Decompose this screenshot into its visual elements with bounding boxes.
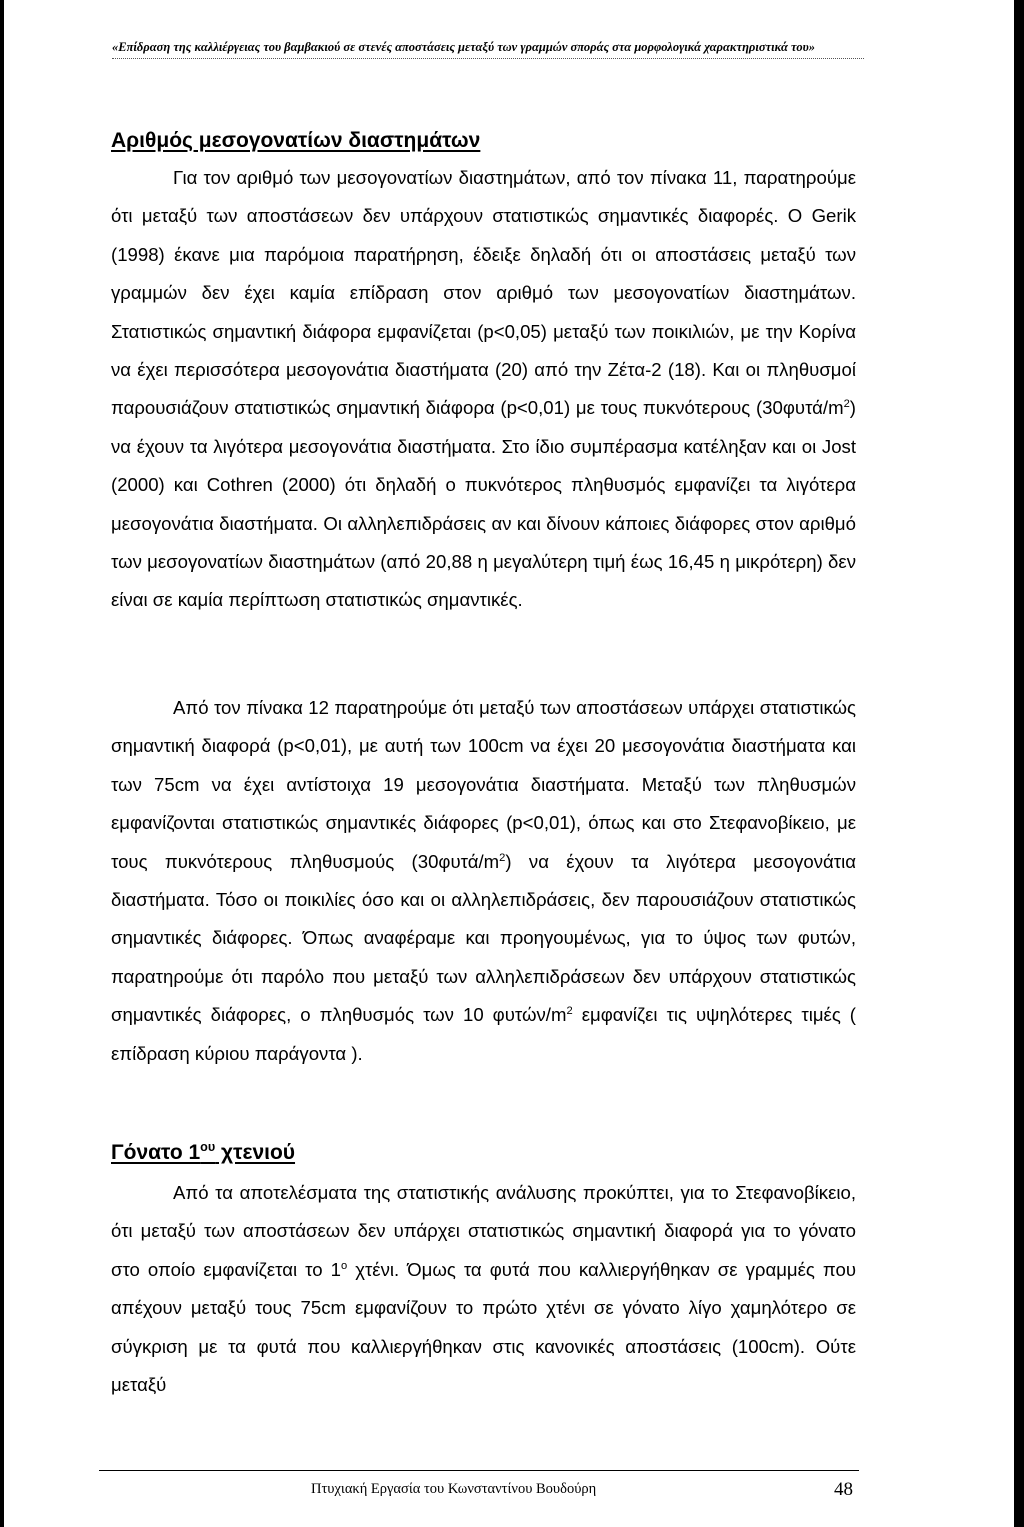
superscript: 2 [843, 398, 850, 411]
footer-text: Πτυχιακή Εργασία του Κωνσταντίνου Βουδούρη [311, 1481, 597, 1497]
paragraph-text: εμφανίζει τις υψηλότερες τιμές ( επίδραση κύριου παράγοντα ). [111, 1004, 856, 1064]
footer-rule [99, 1470, 859, 1471]
paragraph-text: Για τον αριθμό των μεσογονατίων διαστημάτων, από τον πίνακα 11, παρατηρούμε ότι μεταξύ των αποστάσεων δεν υπάρχουν στατιστικώς σημαντικές διαφορές. Ο Gerik (1998) έκανε μια παρόμοια παρατήρηση, έδειξε δηλαδή ότι οι αποστάσεις μεταξύ των γραμμών δεν έχει καμία επίδραση στον αριθμό των μεσογονατίων διαστημάτων. Στατιστικώς σημαντική διάφορα εμφανίζεται (p<0,05) μεταξύ των ποικιλιών, με την Κορίνα να έχει περισσότερα μεσογονάτια διαστήματα (20) από την Ζέτα-2 (18). Και οι πληθυσμοί παρουσιάζουν στατιστικώς σημαντική διάφορα (p<0,01) με τους πυκνότερους (30φυτά/m [111, 167, 856, 419]
paragraph-text: ) να έχουν τα λιγότερα μεσογονάτια διαστήματα. Τόσο οι ποικιλίες όσο και οι αλληλεπιδράσεις, δεν παρουσιάζουν στατιστικώς σημαντικές διάφορες. Όπως αναφέραμε και προηγουμένως, για το ύψος των φυτών, παρατηρούμε ότι παρόλο που μεταξύ των αλληλεπιδράσεων δεν υπάρχουν στατιστικώς σημαντικές διάφορες, ο πληθυσμός των 10 φυτών/m [111, 850, 857, 1026]
heading-text: χτενιού [215, 1141, 296, 1164]
paragraph [111, 159, 856, 620]
running-header: «Επίδραση της καλλιέργειας του βαμβακιού σε στενές αποστάσεις μεταξύ των γραμμών σποράς στα μορφολογικά χαρακτηριστικά του» [112, 40, 864, 59]
page-number: 48 [834, 1479, 853, 1500]
heading-text: Γόνατο 1 [111, 1141, 201, 1164]
superscript: 2 [499, 851, 506, 864]
superscript: 2 [566, 1005, 573, 1018]
paragraph [111, 1174, 856, 1404]
paragraph-text: Από τον πίνακα 12 παρατηρούμε ότι μεταξύ των αποστάσεων υπάρχει στατιστικώς σημαντική διαφορά (p<0,01), με αυτή των 100cm να έχει 20 μεσογονάτια διαστήματα και των 75cm να έχει αντίστοιχα 19 μεσογονάτια διαστήματα. Μεταξύ των πληθυσμών εμφανίζονται στατιστικώς σημαντικές διάφορες (p<0,01), όπως και στο Στεφανοβίκειο, με τους πυκνότερους πληθυσμούς (30φυτά/m [111, 697, 856, 872]
document-page [4, 0, 1014, 1527]
superscript: ο [340, 1259, 348, 1272]
paragraph [111, 689, 856, 1073]
superscript: ου [200, 1140, 216, 1154]
section-heading-internodes: Αριθμός μεσογονατίων διαστημάτων [111, 129, 481, 152]
paragraph-text: ) να έχουν τα λιγότερα μεσογονάτια διαστήματα. Στο ίδιο συμπέρασμα κατέληξαν και οι Jost (2000) και Cothren (2000) ότι δηλαδή ο πυκνότερος πληθυσμός εμφανίζει τα λιγότερα μεσογονάτια διαστήματα. Οι αλληλεπιδράσεις αν και δίνουν κάποιες διάφορες στον αριθμό των μεσογονατίων διαστημάτων (από 20,88 η μεγαλύτερη τιμή έως 16,45 η μικρότερη) δεν είναι σε καμία περίπτωση στατιστικώς σημαντικές. [111, 397, 856, 611]
paragraph-text: Από τα αποτελέσματα της στατιστικής ανάλυσης προκύπτει, για το Στεφανοβίκειο, ότι μεταξύ των αποστάσεων δεν υπάρχει στατιστικώς σημαντική διαφορά για το γόνατο στο οποίο εμφανίζεται το 1 [111, 1182, 856, 1280]
section-heading-first-fruiting-node [111, 1141, 295, 1165]
paragraph-text: χτένι. Όμως τα φυτά που καλλιεργήθηκαν σε γραμμές που απέχουν μεταξύ τους 75cm εμφανίζουν το πρώτο χτένι σε γόνατο λίγο χαμηλότερο σε σύγκριση με τα φυτά που καλλιεργήθηκαν στις κανονικές αποστάσεις (100cm). Ούτε μεταξύ [111, 1258, 857, 1396]
